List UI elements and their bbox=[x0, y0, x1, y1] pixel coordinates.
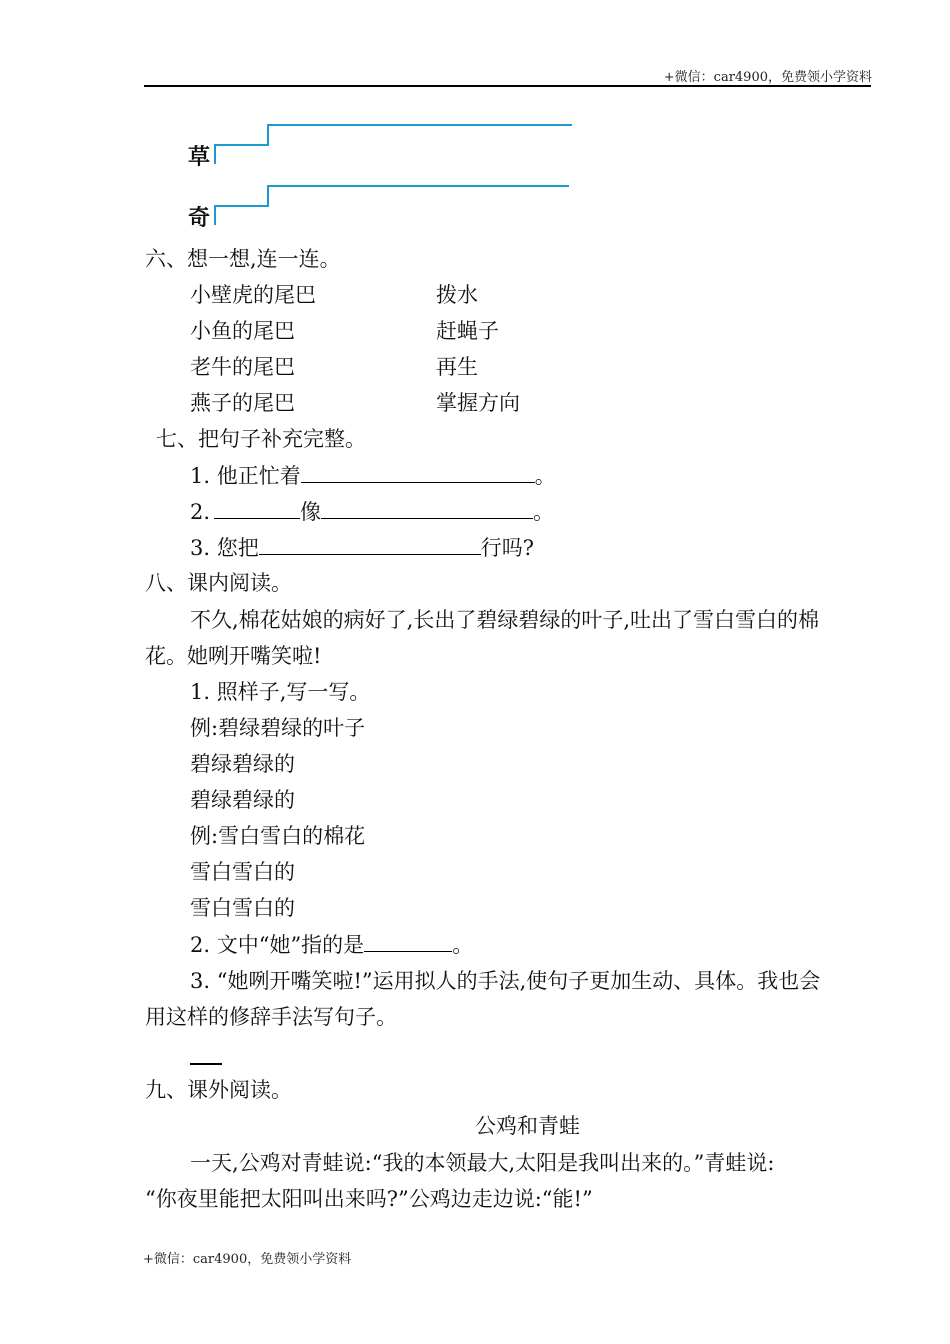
match-right-item: 赶蝇子 bbox=[436, 319, 499, 343]
word-char-qi: 奇 bbox=[188, 205, 211, 231]
card-line bbox=[267, 185, 569, 187]
header-rule bbox=[144, 85, 871, 87]
q2-suffix: 。 bbox=[452, 933, 474, 957]
section7-q2 bbox=[190, 498, 554, 525]
story-title: 公鸡和青蛙 bbox=[475, 1114, 580, 1138]
q2-mid: 像 bbox=[300, 500, 322, 524]
practice-line: 碧绿碧绿的 bbox=[190, 788, 295, 812]
section8-title: 八、课内阅读。 bbox=[145, 571, 292, 595]
practice-line: 雪白雪白的 bbox=[190, 860, 295, 884]
section8-q1: 1. 照样子,写一写。 bbox=[190, 680, 371, 704]
story-line-1: 一天,公鸡对青蛙说:“我的本领最大,太阳是我叫出来的。”青蛙说: bbox=[190, 1151, 775, 1175]
q2-prefix: 2. 文中“她”指的是 bbox=[190, 933, 365, 957]
match-left-item: 小壁虎的尾巴 bbox=[190, 283, 316, 307]
answer-blank[interactable] bbox=[190, 1063, 222, 1065]
q3-suffix: 行吗? bbox=[480, 536, 534, 560]
section8-q3-line2: 用这样的修辞手法写句子。 bbox=[145, 1005, 397, 1029]
card-line bbox=[267, 124, 269, 146]
q1-prefix: 1. 他正忙着 bbox=[190, 464, 301, 488]
card-line bbox=[267, 185, 269, 207]
answer-blank[interactable] bbox=[301, 462, 535, 483]
passage-line-2: 花。她咧开嘴笑啦! bbox=[145, 644, 322, 668]
match-left-item: 燕子的尾巴 bbox=[190, 391, 295, 415]
footer-watermark: +微信：car4900，免费领小学资料 bbox=[143, 1252, 352, 1267]
card-line bbox=[214, 144, 216, 164]
section7-q1 bbox=[190, 462, 556, 489]
example-1: 例:碧绿碧绿的叶子 bbox=[190, 716, 366, 740]
answer-blank[interactable] bbox=[321, 498, 533, 519]
match-right-item: 拨水 bbox=[436, 283, 478, 307]
example-2: 例:雪白雪白的棉花 bbox=[190, 824, 366, 848]
match-right-item: 掌握方向 bbox=[436, 391, 520, 415]
word-char-cao: 草 bbox=[188, 144, 211, 170]
answer-blank[interactable] bbox=[259, 534, 481, 555]
section9-title: 九、课外阅读。 bbox=[145, 1078, 292, 1102]
practice-line: 雪白雪白的 bbox=[190, 896, 295, 920]
q3-prefix: 3. 您把 bbox=[190, 536, 259, 560]
match-right-item: 再生 bbox=[436, 355, 478, 379]
card-line bbox=[214, 205, 216, 225]
answer-blank[interactable] bbox=[364, 931, 452, 952]
q1-suffix: 。 bbox=[534, 464, 556, 488]
card-line bbox=[267, 124, 572, 126]
passage-line-1: 不久,棉花姑娘的病好了,长出了碧绿碧绿的叶子,吐出了雪白雪白的棉 bbox=[190, 608, 820, 632]
match-left-item: 老牛的尾巴 bbox=[190, 355, 295, 379]
practice-line: 碧绿碧绿的 bbox=[190, 752, 295, 776]
story-line-2: “你夜里能把太阳叫出来吗?”公鸡边走边说:“能!” bbox=[145, 1187, 593, 1211]
card-line bbox=[214, 205, 269, 207]
match-left-item: 小鱼的尾巴 bbox=[190, 319, 295, 343]
q2-suffix: 。 bbox=[533, 500, 555, 524]
header-watermark: +微信：car4900，免费领小学资料 bbox=[663, 70, 872, 85]
answer-blank[interactable] bbox=[214, 498, 300, 519]
section8-q3-line1: 3. “她咧开嘴笑啦!”运用拟人的手法,使句子更加生动、具体。我也会 bbox=[190, 969, 821, 993]
section7-q3 bbox=[190, 534, 534, 561]
section7-title: 七、把句子补充完整。 bbox=[156, 427, 366, 451]
q2-prefix: 2. bbox=[190, 500, 211, 524]
card-line bbox=[214, 144, 269, 146]
section6-title: 六、想一想,连一连。 bbox=[145, 247, 341, 271]
section8-q2 bbox=[190, 931, 473, 958]
